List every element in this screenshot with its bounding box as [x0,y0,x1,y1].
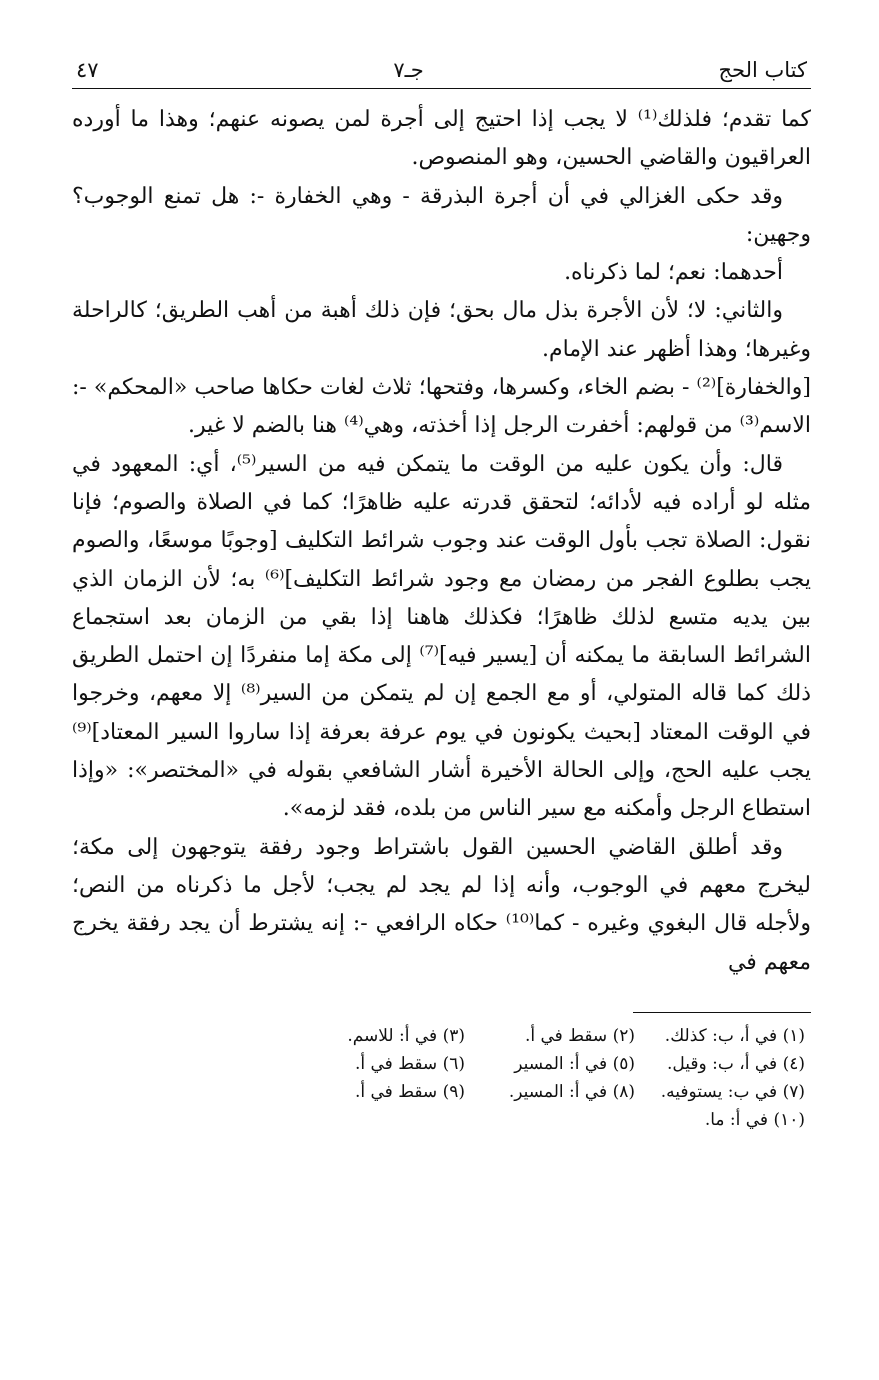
footnote: (٦) سقط في أ. [354,1053,465,1074]
footnote: (٩) سقط في أ. [354,1081,465,1102]
footnote: (١٠) في أ: ما. [704,1109,805,1130]
header-title: كتاب الحج [718,58,807,82]
running-header [72,58,811,88]
paragraph: وقد أطلق القاضي الحسين القول باشتراط وجود رفقة يتوجهون إلى مكة؛ ليخرج معهم في الوجوب، وأنه إذا لم يجد لم يجب؛ لأجل ما ذكرناه من النص؛ ولأجله قال البغوي وغيره - كما⁽¹⁰⁾ حكاه الرافعي -: إنه يشترط أن يجد رفقة يخرج معهم في [72,834,812,975]
header-volume: جـ٧ [393,58,424,82]
footnote: (٢) سقط في أ. [524,1025,635,1046]
paragraph: كما تقدم؛ فلذلك⁽¹⁾ لا يجب إذا احتيج إلى أجرة لمن يصونه عنهم؛ وهذا ما أورده العراقيون والقاضي الحسين، وهو المنصوص. [72,107,811,171]
footnote: (٤) في أ، ب: وقيل. [666,1053,805,1074]
footnote: (٧) في ب: يستوفيه. [660,1081,805,1102]
paragraph: [والخفارة]⁽²⁾ - بضم الخاء، وكسرها، وفتحها؛ ثلاث لغات حكاها صاحب «المحكم» -: الاسم⁽³⁾ من قولهم: أخفرت الرجل إذا أخذته، وهي⁽⁴⁾ هنا بالضم لا غير. [72,375,811,439]
header-divider [72,88,811,89]
paragraph: والثاني: لا؛ لأن الأجرة بذل مال بحق؛ فإن ذلك أهبة من أهب الطريق؛ كالراحلة وغيرها؛ وهذا أظهر عند الإمام. [72,298,811,362]
footnotes [72,1023,811,1133]
paragraph: أحدهما: نعم؛ لما ذكرناه. [564,260,783,286]
footnote: (١) في أ، ب: كذلك. [664,1025,805,1046]
paragraph: وقد حكى الغزالي في أن أجرة البذرقة - وهي الخفارة -: هل تمنع الوجوب؟ وجهين: [72,183,811,247]
page-number: ٤٧ [76,58,99,82]
main-text [72,101,811,982]
paragraph: قال: وأن يكون عليه من الوقت ما يتمكن فيه من السير⁽⁵⁾، أي: المعهود في مثله لو أراده فيه لأدائه؛ لتحقق قدرته عليه ظاهرًا؛ كما في الصلاة والصوم؛ فإنا نقول: الصلاة تجب بأول الوقت عند وجوب شرائط التكليف [وجوبًا موسعًا، والصوم يجب بطلوع الفجر من رمضان مع وجود شرائط التكليف]⁽⁶⁾ به؛ لأن الزمان الذي بين يديه متسع لذلك ظاهرًا؛ فكذلك هاهنا إذا بقي من الزمان بعد استجماع الشرائط السابقة ما يمكنه أن [يسير فيه]⁽⁷⁾ إلى مكة إما منفردًا إن احتمل الطريق ذلك كما قاله المتولي، أو مع الجمع إن لم يتمكن من السير⁽⁸⁾ إلا معهم، وخرجوا في الوقت المعتاد [بحيث يكونون في يوم عرفة بعرفة إذا ساروا السير المعتاد]⁽⁹⁾ يجب عليه الحج، وإلى الحالة الأخيرة أشار الشافعي بقوله في «المختصر»: «وإذا استطاع الرجل وأمكنه مع سير الناس من بلده، فقد لزمه». [72,451,812,822]
footnote: (٣) في أ: للاسم. [347,1025,465,1046]
footnote-divider [633,1012,811,1013]
footnote: (٨) في أ: المسير. [508,1081,635,1102]
footnote: (٥) في أ: المسير [514,1053,635,1074]
book-page [72,58,811,1133]
